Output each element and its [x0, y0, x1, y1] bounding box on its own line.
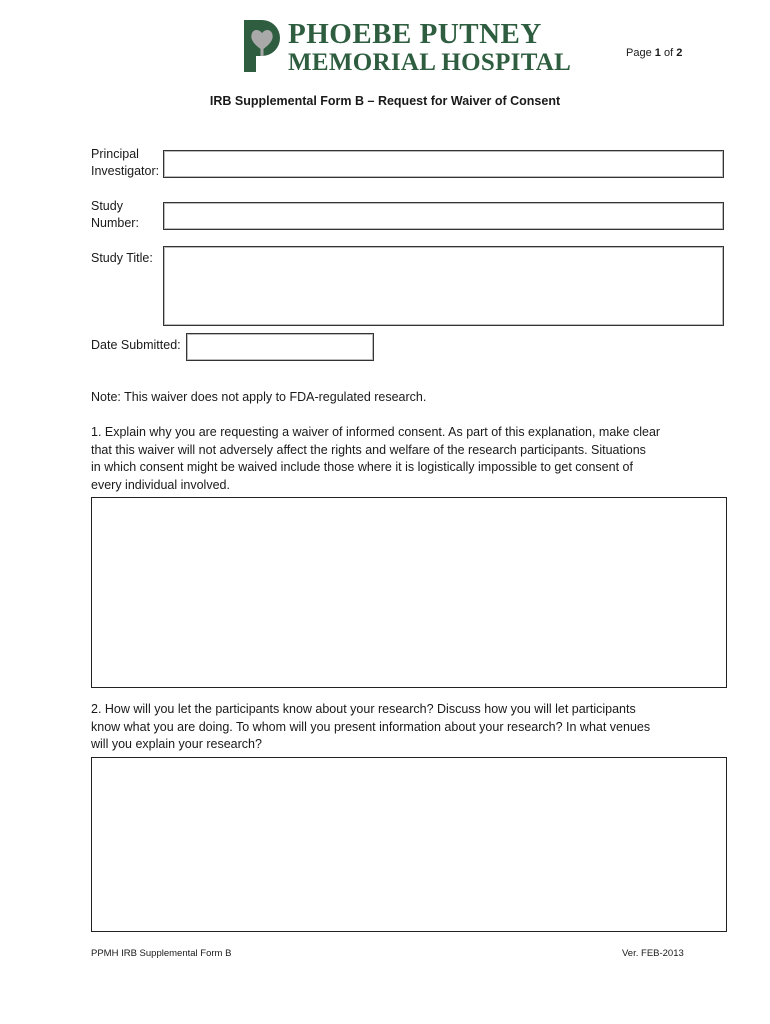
footer-version: Ver. FEB-2013	[622, 948, 684, 959]
question-1	[91, 424, 691, 494]
q1-line3: in which consent might be waived include those where it is logistically impossible to get consent of	[91, 460, 633, 474]
page-total: 2	[676, 47, 683, 59]
hospital-logo	[240, 16, 572, 76]
note-text: Note: This waiver does not apply to FDA-regulated research.	[91, 390, 427, 404]
footer-form-name: PPMH IRB Supplemental Form B	[91, 948, 232, 959]
heart-p-logo-icon	[240, 16, 284, 74]
q2-line3: will you explain your research?	[91, 737, 262, 751]
study-title-label: Study Title:	[91, 251, 153, 265]
q1-line2: that this waiver will not adversely affect the rights and welfare of the research participants. Situations	[91, 442, 646, 457]
date-submitted-label: Date Submitted:	[91, 338, 181, 352]
pi-label-line1: Principal	[91, 147, 139, 161]
page-current: 1	[654, 47, 661, 59]
form-title: IRB Supplemental Form B – Request for Waiver of Consent	[209, 94, 561, 108]
study-number-label	[91, 198, 139, 232]
page-number	[626, 47, 682, 59]
study-number-label-line2: Number:	[91, 216, 139, 230]
study-number-label-line1: Study	[91, 199, 123, 213]
hospital-name-line2: MEMORIAL HOSPITAL	[288, 49, 572, 76]
date-submitted-field[interactable]	[186, 333, 374, 361]
question-2-answer-box[interactable]	[91, 757, 727, 932]
question-2	[91, 701, 691, 754]
hospital-name-line1: PHOEBE PUTNEY	[288, 18, 542, 50]
q1-line1: 1. Explain why you are requesting a waiver of informed consent. As part of this explanation, make clear	[91, 425, 661, 439]
question-1-answer-box[interactable]	[91, 497, 727, 688]
q1-line4: every individual involved.	[91, 477, 230, 492]
page-prefix: Page	[626, 47, 652, 59]
q2-line2: know what you are doing. To whom will you present information about your research? In what venues	[91, 719, 651, 734]
principal-investigator-field[interactable]	[163, 150, 724, 178]
study-number-field[interactable]	[163, 202, 724, 230]
study-title-field[interactable]	[163, 246, 724, 326]
principal-investigator-label	[91, 146, 159, 180]
pi-label-line2: Investigator:	[91, 164, 160, 178]
q2-line1: 2. How will you let the participants know about your research? Discuss how you will let participants	[91, 702, 636, 716]
page-of: of	[663, 47, 674, 59]
